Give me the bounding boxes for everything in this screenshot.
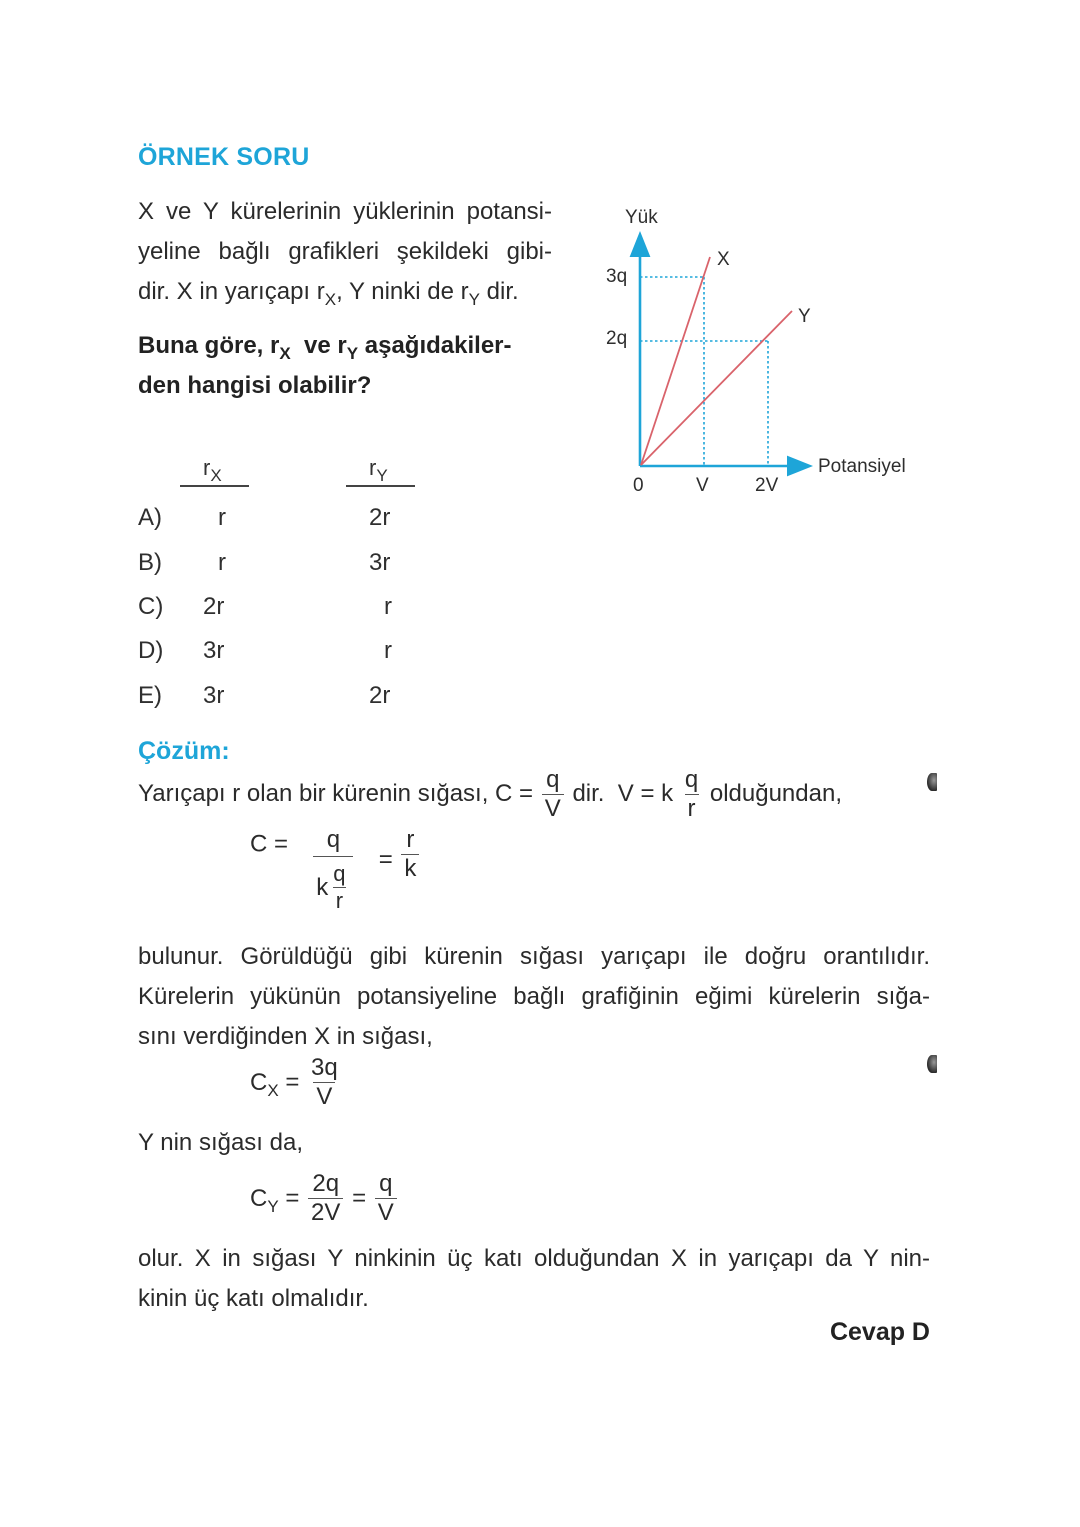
subscript: X xyxy=(267,1080,279,1100)
x-tick-v: V xyxy=(696,475,709,496)
option-ry: r xyxy=(384,593,392,620)
text: dir. V = k xyxy=(572,779,674,807)
subscript: X xyxy=(210,466,222,485)
subscript: Y xyxy=(376,466,388,485)
option-ry: 2r xyxy=(369,682,391,709)
numerator: q xyxy=(379,1170,393,1197)
question-line-2: yeline bağlı grafikleri şekildeki gibi- xyxy=(138,238,552,265)
text: C xyxy=(250,1068,268,1096)
x-tick-2v: 2V xyxy=(755,475,779,496)
denominator: V xyxy=(313,1082,335,1109)
text: = xyxy=(352,1184,367,1212)
prompt-line-2: den hangisi olabilir? xyxy=(138,372,372,399)
y-tick-2q: 2q xyxy=(606,328,628,349)
capacitance-equation xyxy=(250,826,421,913)
fraction-2q-over-2v xyxy=(308,1172,343,1225)
fraction-q-over-v-2 xyxy=(375,1172,397,1225)
subscript: Y xyxy=(267,1196,279,1216)
option-rx: r xyxy=(218,549,226,576)
text: dir. xyxy=(479,278,519,305)
subscript-y: Y xyxy=(468,290,480,309)
margin-mark-icon xyxy=(927,773,937,791)
option-ry: r xyxy=(384,637,392,664)
text: = xyxy=(285,1184,300,1212)
solution-para-line-3: sını verdiğinden X in sığası, xyxy=(138,1023,433,1050)
fraction-r-over-k xyxy=(401,828,419,881)
cx-symbol xyxy=(250,1068,279,1100)
text: olduğundan, xyxy=(709,779,842,807)
example-question-title: ÖRNEK SORU xyxy=(138,143,310,171)
inner-fraction xyxy=(330,863,348,912)
fraction-3q-over-v xyxy=(308,1056,341,1109)
numerator: r xyxy=(406,826,415,853)
question-line-1: X ve Y kürelerinin yüklerinin potansi- xyxy=(138,198,552,225)
text: = xyxy=(378,846,393,873)
text: Buna göre, r xyxy=(138,332,280,359)
option-label: C) xyxy=(138,593,164,620)
option-rx: 3r xyxy=(203,637,225,664)
denominator: V xyxy=(542,794,564,821)
series-y-line xyxy=(641,311,792,465)
conclusion-line-1: olur. X in sığası Y ninkinin üç katı olduğundan X in yarıçapı da Y nin- xyxy=(138,1245,930,1272)
option-label: D) xyxy=(138,637,164,664)
numerator: q xyxy=(333,861,346,886)
text: C xyxy=(250,1184,268,1212)
numerator: q xyxy=(684,766,699,793)
solution-heading: Çözüm: xyxy=(138,737,230,765)
x-tick-0: 0 xyxy=(633,475,644,496)
numerator: 3q xyxy=(311,1054,338,1081)
option-label: B) xyxy=(138,549,162,576)
text: ve r xyxy=(290,332,347,359)
denominator: r xyxy=(333,887,346,912)
option-ry: 2r xyxy=(369,504,391,531)
question-line-3 xyxy=(138,272,552,312)
fraction-q-over-v xyxy=(542,768,564,821)
question-text xyxy=(138,192,552,312)
option-rx: r xyxy=(218,504,226,531)
col-rule-rx xyxy=(180,485,249,487)
solution-para-line-1: bulunur. Görüldüğü gibi kürenin sığası yarıçapı ile doğru orantılıdır. xyxy=(138,943,930,970)
text: C = xyxy=(250,830,289,858)
option-rx: 3r xyxy=(203,682,225,709)
y-axis-label: Yük xyxy=(625,207,658,228)
denominator xyxy=(313,856,353,912)
numerator: q xyxy=(326,826,341,853)
solution-paragraph xyxy=(138,937,930,1057)
k: k xyxy=(316,873,329,901)
prompt-line-1 xyxy=(138,326,512,366)
x-axis-label: Potansiyel xyxy=(818,456,906,477)
compound-fraction xyxy=(297,828,370,912)
solution-para-line-2: Kürelerin yükünün potansiyeline bağlı grafiğinin eğimi kürelerin sığa- xyxy=(138,983,930,1010)
col-header-rx xyxy=(203,455,222,485)
text: dir. X in yarıçapı r xyxy=(138,278,325,305)
series-x-label: X xyxy=(717,249,730,270)
text: r xyxy=(369,455,377,480)
fraction-q-over-r xyxy=(682,768,701,821)
option-label: E) xyxy=(138,682,162,709)
subscript-y: Y xyxy=(346,344,359,363)
col-header-ry xyxy=(369,455,388,485)
answer-label: Cevap D xyxy=(829,1318,930,1346)
denominator: V xyxy=(375,1198,397,1225)
option-label: A) xyxy=(138,504,162,531)
numerator: q xyxy=(546,766,560,793)
denominator: 2V xyxy=(308,1198,343,1225)
option-ry: 3r xyxy=(369,549,391,576)
col-rule-ry xyxy=(346,485,415,487)
y-tick-3q: 3q xyxy=(606,266,628,287)
option-rx: 2r xyxy=(203,593,225,620)
denominator: r xyxy=(685,794,699,821)
text: r xyxy=(203,455,211,480)
question-prompt xyxy=(138,326,512,406)
solution-line-1 xyxy=(138,768,842,821)
text: aşağıdakiler- xyxy=(358,332,512,359)
cy-symbol xyxy=(250,1184,279,1216)
cx-equation xyxy=(250,1056,343,1109)
text: = xyxy=(285,1068,300,1096)
cy-equation xyxy=(250,1172,399,1225)
denominator: k xyxy=(401,854,419,881)
text: , Y ninki de r xyxy=(336,278,469,305)
series-y-label: Y xyxy=(798,306,811,327)
y-capacitance-intro: Y nin sığası da, xyxy=(138,1129,303,1156)
guide-lines xyxy=(640,277,768,466)
subscript-x: X xyxy=(324,290,337,309)
text: Yarıçapı r olan bir kürenin sığası, C = xyxy=(138,779,534,807)
numerator: 2q xyxy=(312,1170,340,1197)
series-x-line xyxy=(641,257,710,465)
subscript-x: X xyxy=(279,344,291,363)
margin-mark-icon xyxy=(927,1055,937,1073)
solution-conclusion xyxy=(138,1239,930,1319)
conclusion-line-2: kinin üç katı olmalıdır. xyxy=(138,1285,369,1312)
